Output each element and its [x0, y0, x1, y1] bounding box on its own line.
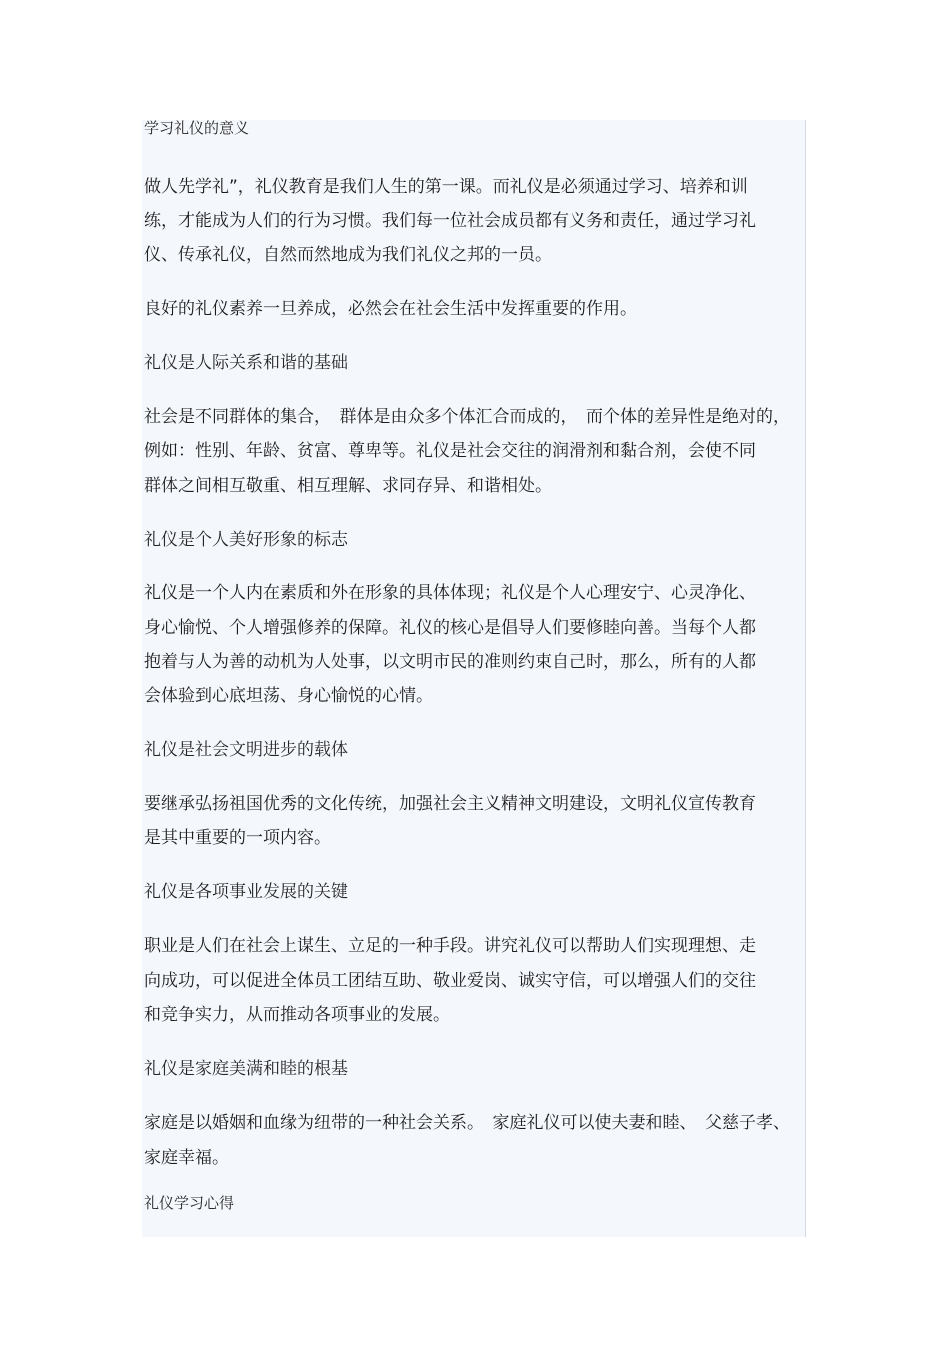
- summary-paragraph: 良好的礼仪素养一旦养成，必然会在社会生活中发挥重要的作用。: [144, 299, 637, 319]
- intro-line: 练，才能成为人们的行为习惯。我们每一位社会成员都有义务和责任，通过学习礼: [144, 211, 756, 231]
- section-line: 和竞争实力，从而推动各项事业的发展。: [144, 1005, 450, 1025]
- section-heading: 礼仪是社会文明进步的载体: [144, 740, 348, 760]
- section-line: 群体之间相互敬重、相互理解、求同存异、和谐相处。: [144, 476, 552, 496]
- section-line: 身心愉悦、个人增强修养的保障。礼仪的核心是倡导人们要修睦向善。当每个人都: [144, 618, 756, 638]
- section-line: 会体验到心底坦荡、身心愉悦的心情。: [144, 686, 433, 706]
- closing-heading: 礼仪学习心得: [144, 1194, 235, 1212]
- section-line: 是其中重要的一项内容。: [144, 828, 331, 848]
- section-line: 要继承弘扬祖国优秀的文化传统，加强社会主义精神文明建设，文明礼仪宣传教育: [144, 794, 756, 814]
- intro-line: 仪、传承礼仪，自然而然地成为我们礼仪之邦的一员。: [144, 245, 552, 265]
- section-line: 社会是不同群体的集合， 群体是由众多个体汇合而成的， 而个体的差异性是绝对的，: [144, 407, 790, 427]
- section-line: 礼仪是一个人内在素质和外在形象的具体体现；礼仪是个人心理安宁、心灵净化、: [144, 583, 756, 603]
- section-heading: 礼仪是家庭美满和睦的根基: [144, 1059, 348, 1079]
- document-title: 学习礼仪的意义: [144, 119, 250, 137]
- section-heading: 礼仪是人际关系和谐的基础: [144, 353, 348, 373]
- section-line: 家庭是以婚姻和血缘为纽带的一种社会关系。 家庭礼仪可以使夫妻和睦、 父慈子孝、: [144, 1113, 790, 1133]
- section-line: 例如：性别、年龄、贫富、尊卑等。礼仪是社会交往的润滑剂和黏合剂，会使不同: [144, 441, 756, 461]
- section-heading: 礼仪是个人美好形象的标志: [144, 530, 348, 550]
- section-line: 抱着与人为善的动机为人处事，以文明市民的准则约束自己时，那么，所有的人都: [144, 652, 756, 672]
- section-line: 向成功，可以促进全体员工团结互助、敬业爱岗、诚实守信，可以增强人们的交往: [144, 971, 756, 991]
- intro-line: 做人先学礼”，礼仪教育是我们人生的第一课。而礼仪是必须通过学习、培养和训: [144, 177, 748, 197]
- section-line: 家庭幸福。: [144, 1148, 229, 1168]
- section-line: 职业是人们在社会上谋生、立足的一种手段。讲究礼仪可以帮助人们实现理想、走: [144, 936, 756, 956]
- section-heading: 礼仪是各项事业发展的关键: [144, 882, 348, 902]
